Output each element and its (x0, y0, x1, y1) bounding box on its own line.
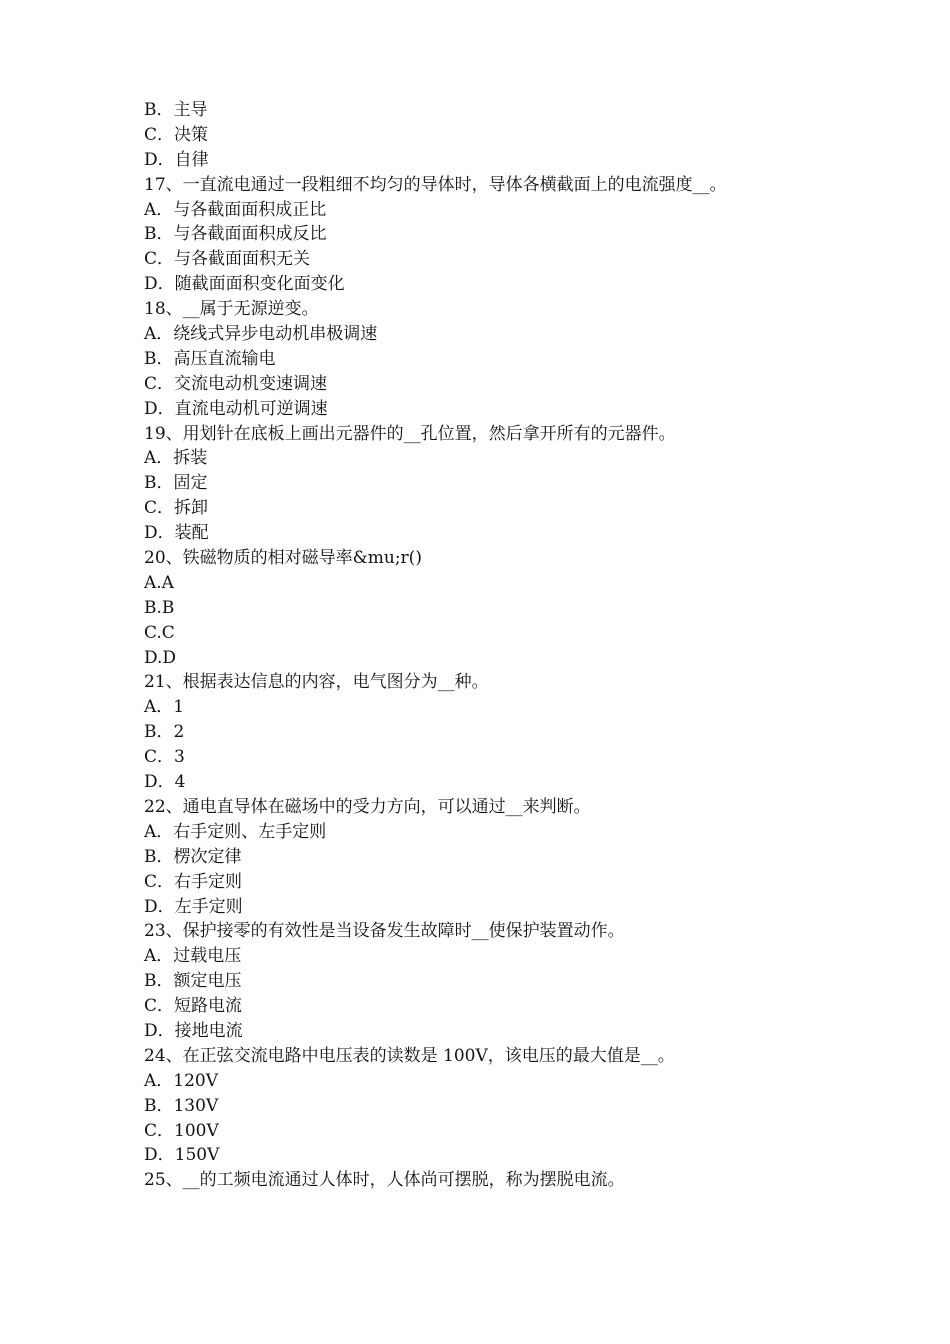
option-line: C．100V (144, 1120, 219, 1141)
option-line: A.A (144, 572, 174, 593)
option-line: A．绕线式异步电动机串极调速 (144, 324, 378, 345)
question-23: 23、保护接零的有效性是当设备发生故障时__使保护装置动作。 (144, 921, 625, 942)
option-line: D．4 (144, 772, 186, 793)
option-line: D．装配 (144, 523, 209, 544)
option-line: B．额定电压 (144, 971, 242, 992)
option-line: C．右手定则 (144, 871, 243, 892)
question-24: 24、在正弦交流电路中电压表的读数是 100V，该电压的最大值是__。 (144, 1045, 675, 1066)
option-line: B．与各截面面积成反比 (144, 224, 327, 245)
option-line: B．130V (144, 1095, 219, 1116)
question-list (144, 98, 864, 1193)
option-line: C．短路电流 (144, 996, 243, 1017)
question-20: 20、铁磁物质的相对磁导率&mu;r() (144, 548, 422, 569)
option-line: C．决策 (144, 124, 209, 145)
option-line: B．楞次定律 (144, 846, 242, 867)
option-line: C．拆卸 (144, 498, 209, 519)
question-17: 17、一直流电通过一段粗细不均匀的导体时，导体各横截面上的电流强度__。 (144, 174, 727, 195)
option-line: D．直流电动机可逆调速 (144, 398, 328, 419)
question-21: 21、根据表达信息的内容，电气图分为__种。 (144, 672, 489, 693)
option-line: B.B (144, 597, 175, 618)
option-line: A．右手定则、左手定则 (144, 821, 327, 842)
option-line: A．1 (144, 697, 185, 718)
option-line: B．高压直流输电 (144, 348, 276, 369)
option-line: D．接地电流 (144, 1020, 243, 1041)
option-line: A．过载电压 (144, 946, 242, 967)
option-line: C．与各截面面积无关 (144, 249, 311, 270)
option-line: A．拆装 (144, 448, 208, 469)
option-line: B．固定 (144, 473, 208, 494)
option-line: D．自律 (144, 149, 209, 170)
option-line: D．左手定则 (144, 896, 243, 917)
question-19: 19、用划针在底板上画出元器件的__孔位置，然后拿开所有的元器件。 (144, 423, 676, 444)
option-line: D.D (144, 647, 177, 668)
option-line: B．主导 (144, 100, 208, 120)
question-22: 22、通电直导体在磁场中的受力方向，可以通过__来判断。 (144, 796, 591, 817)
option-line: B．2 (144, 722, 185, 743)
option-line: C.C (144, 622, 175, 643)
question-25: 25、__的工频电流通过人体时，人体尚可摆脱，称为摆脱电流。 (144, 1170, 625, 1191)
option-line: C．交流电动机变速调速 (144, 373, 328, 394)
option-line: A．与各截面面积成正比 (144, 199, 327, 220)
option-line: D．150V (144, 1145, 220, 1166)
option-line: D．随截面面积变化面变化 (144, 274, 345, 295)
option-line: C．3 (144, 747, 185, 768)
question-18: 18、__属于无源逆变。 (144, 299, 319, 320)
option-line: A．120V (144, 1070, 219, 1091)
